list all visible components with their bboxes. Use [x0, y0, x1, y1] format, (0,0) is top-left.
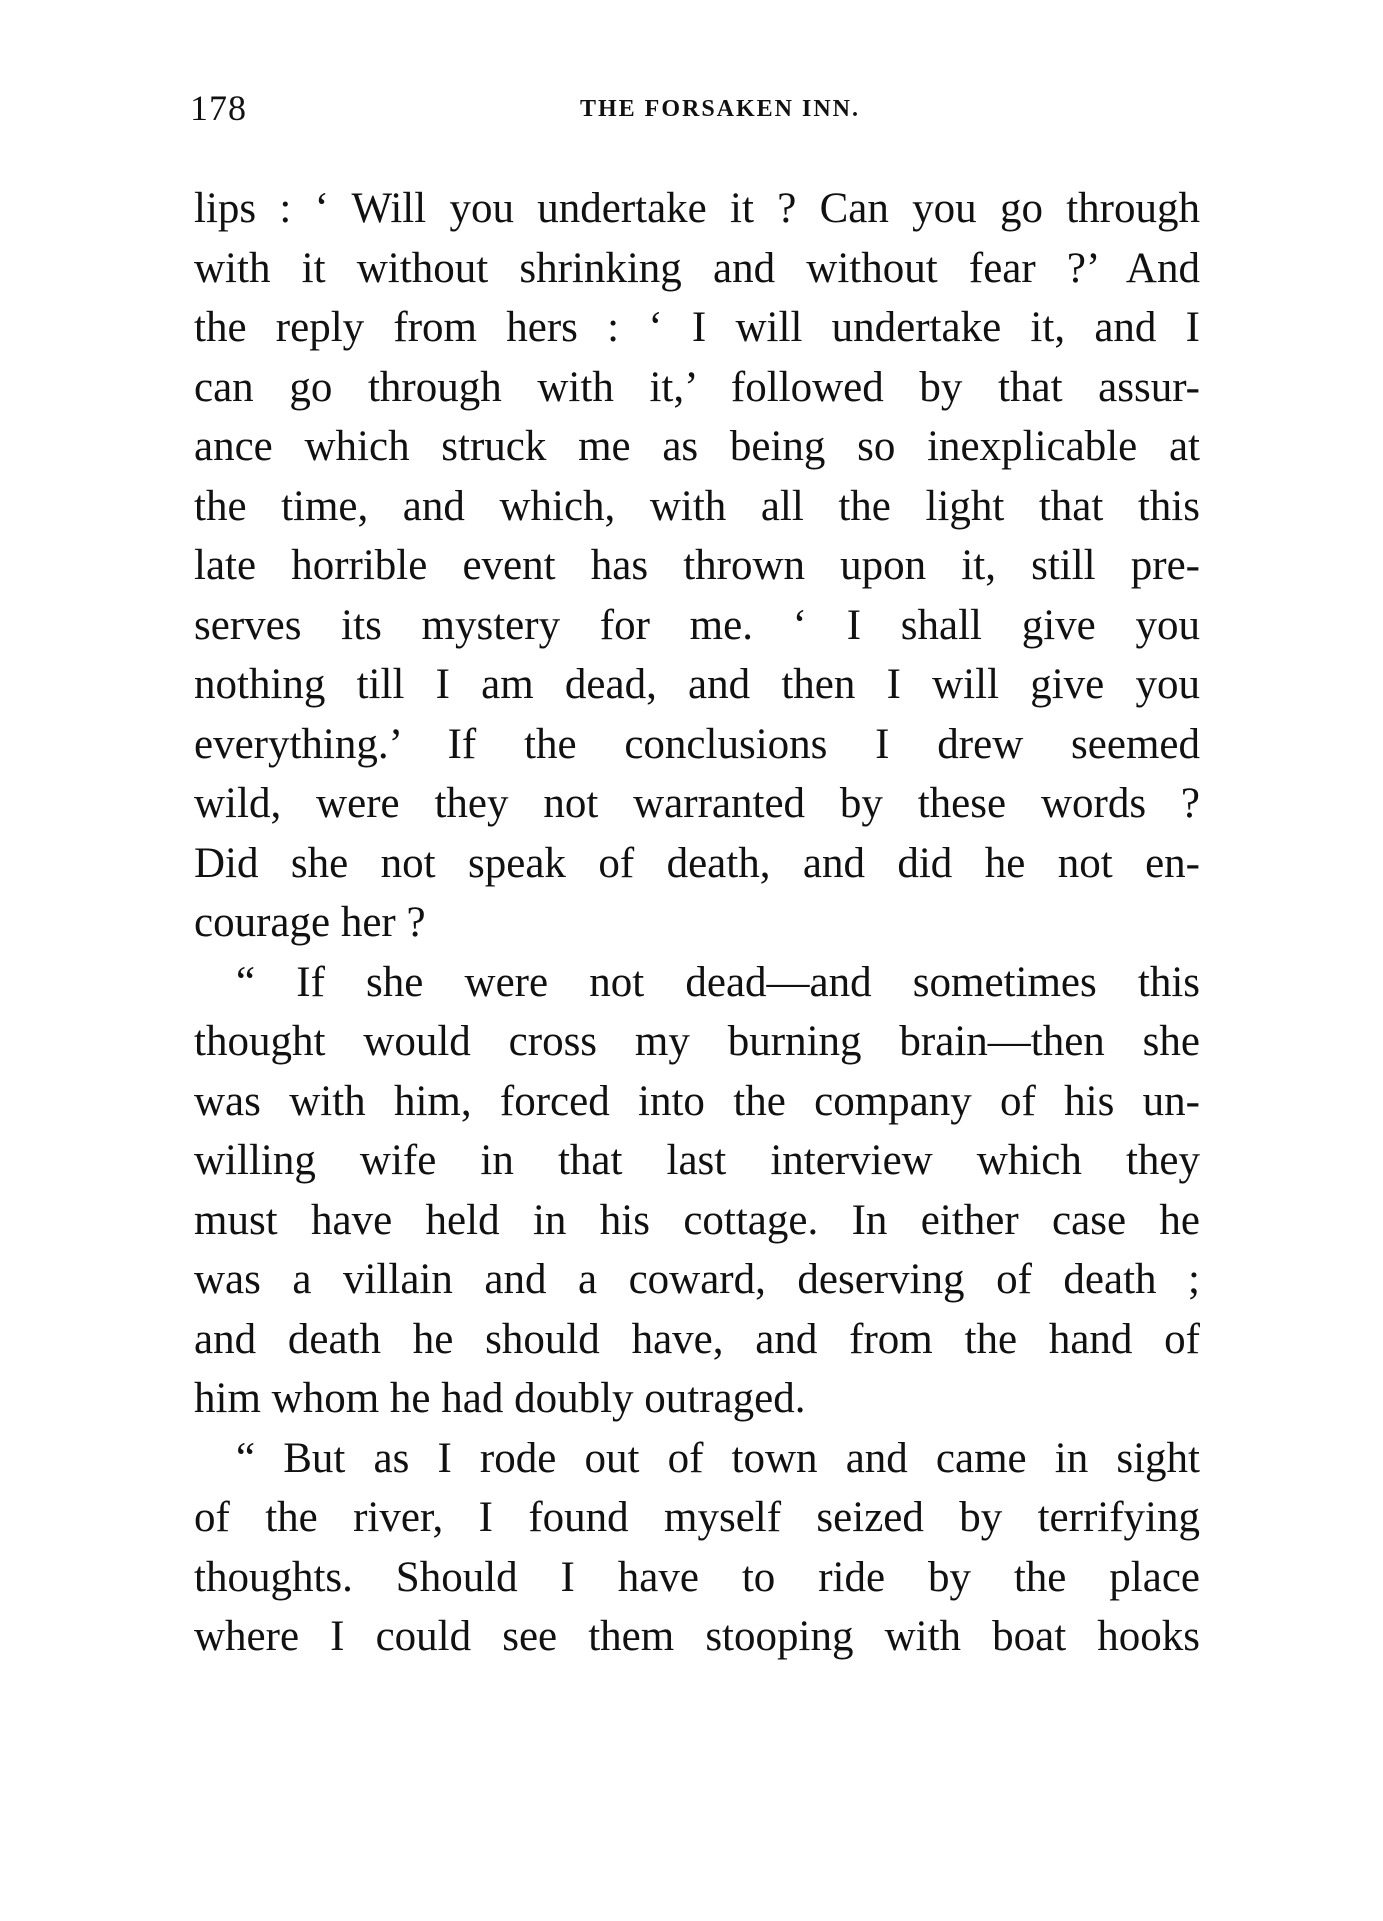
- text-line: willing wife in that last interview which they: [194, 1137, 1200, 1184]
- running-head: [190, 88, 1200, 128]
- text-line: with it without shrinking and without fear ?’ And: [194, 244, 1200, 292]
- text-line: him whom he had doubly outraged.: [194, 1375, 806, 1422]
- text-line: the time, and which, with all the light that this: [194, 482, 1200, 530]
- running-title: THE FORSAKEN INN.: [579, 96, 861, 122]
- text-line: serves its mystery for me. ‘ I shall give you: [194, 601, 1200, 649]
- text-line: and death he should have, and from the hand of: [194, 1315, 1200, 1363]
- paragraph-1: [194, 179, 1200, 953]
- text-line: was with him, forced into the company of his un-: [194, 1077, 1200, 1125]
- text-line: “ If she were not dead—and sometimes this: [236, 958, 1200, 1006]
- text-line: was a villain and a coward, deserving of death ;: [194, 1256, 1200, 1303]
- text-line: lips : ‘ Will you undertake it ? Can you go through: [194, 185, 1200, 232]
- paragraph-3: [194, 1429, 1200, 1667]
- text-line: nothing till I am dead, and then I will give you: [194, 661, 1200, 708]
- text-line: must have held in his cottage. In either case he: [194, 1196, 1200, 1244]
- text-line: can go through with it,’ followed by that assur-: [194, 363, 1200, 411]
- text-line: thought would cross my burning brain—then she: [194, 1018, 1200, 1065]
- page-number: 178: [190, 88, 247, 128]
- text-line: where I could see them stooping with boat hooks: [194, 1613, 1200, 1660]
- text-line: everything.’ If the conclusions I drew seemed: [194, 720, 1200, 768]
- body-text: [194, 179, 1200, 1667]
- text-line: ance which struck me as being so inexplicable at: [194, 423, 1200, 470]
- text-line: of the river, I found myself seized by terrifying: [194, 1494, 1200, 1541]
- text-line: “ But as I rode out of town and came in sight: [236, 1434, 1200, 1482]
- text-line: thoughts. Should I have to ride by the place: [194, 1553, 1200, 1601]
- text-line: Did she not speak of death, and did he not en-: [194, 839, 1200, 887]
- text-line: wild, were they not warranted by these words ?: [194, 780, 1200, 827]
- text-line: courage her ?: [194, 899, 426, 946]
- text-line: the reply from hers : ‘ I will undertake it, and I: [194, 304, 1200, 351]
- paragraph-2: [194, 953, 1200, 1429]
- text-line: late horrible event has thrown upon it, still pre-: [194, 542, 1200, 589]
